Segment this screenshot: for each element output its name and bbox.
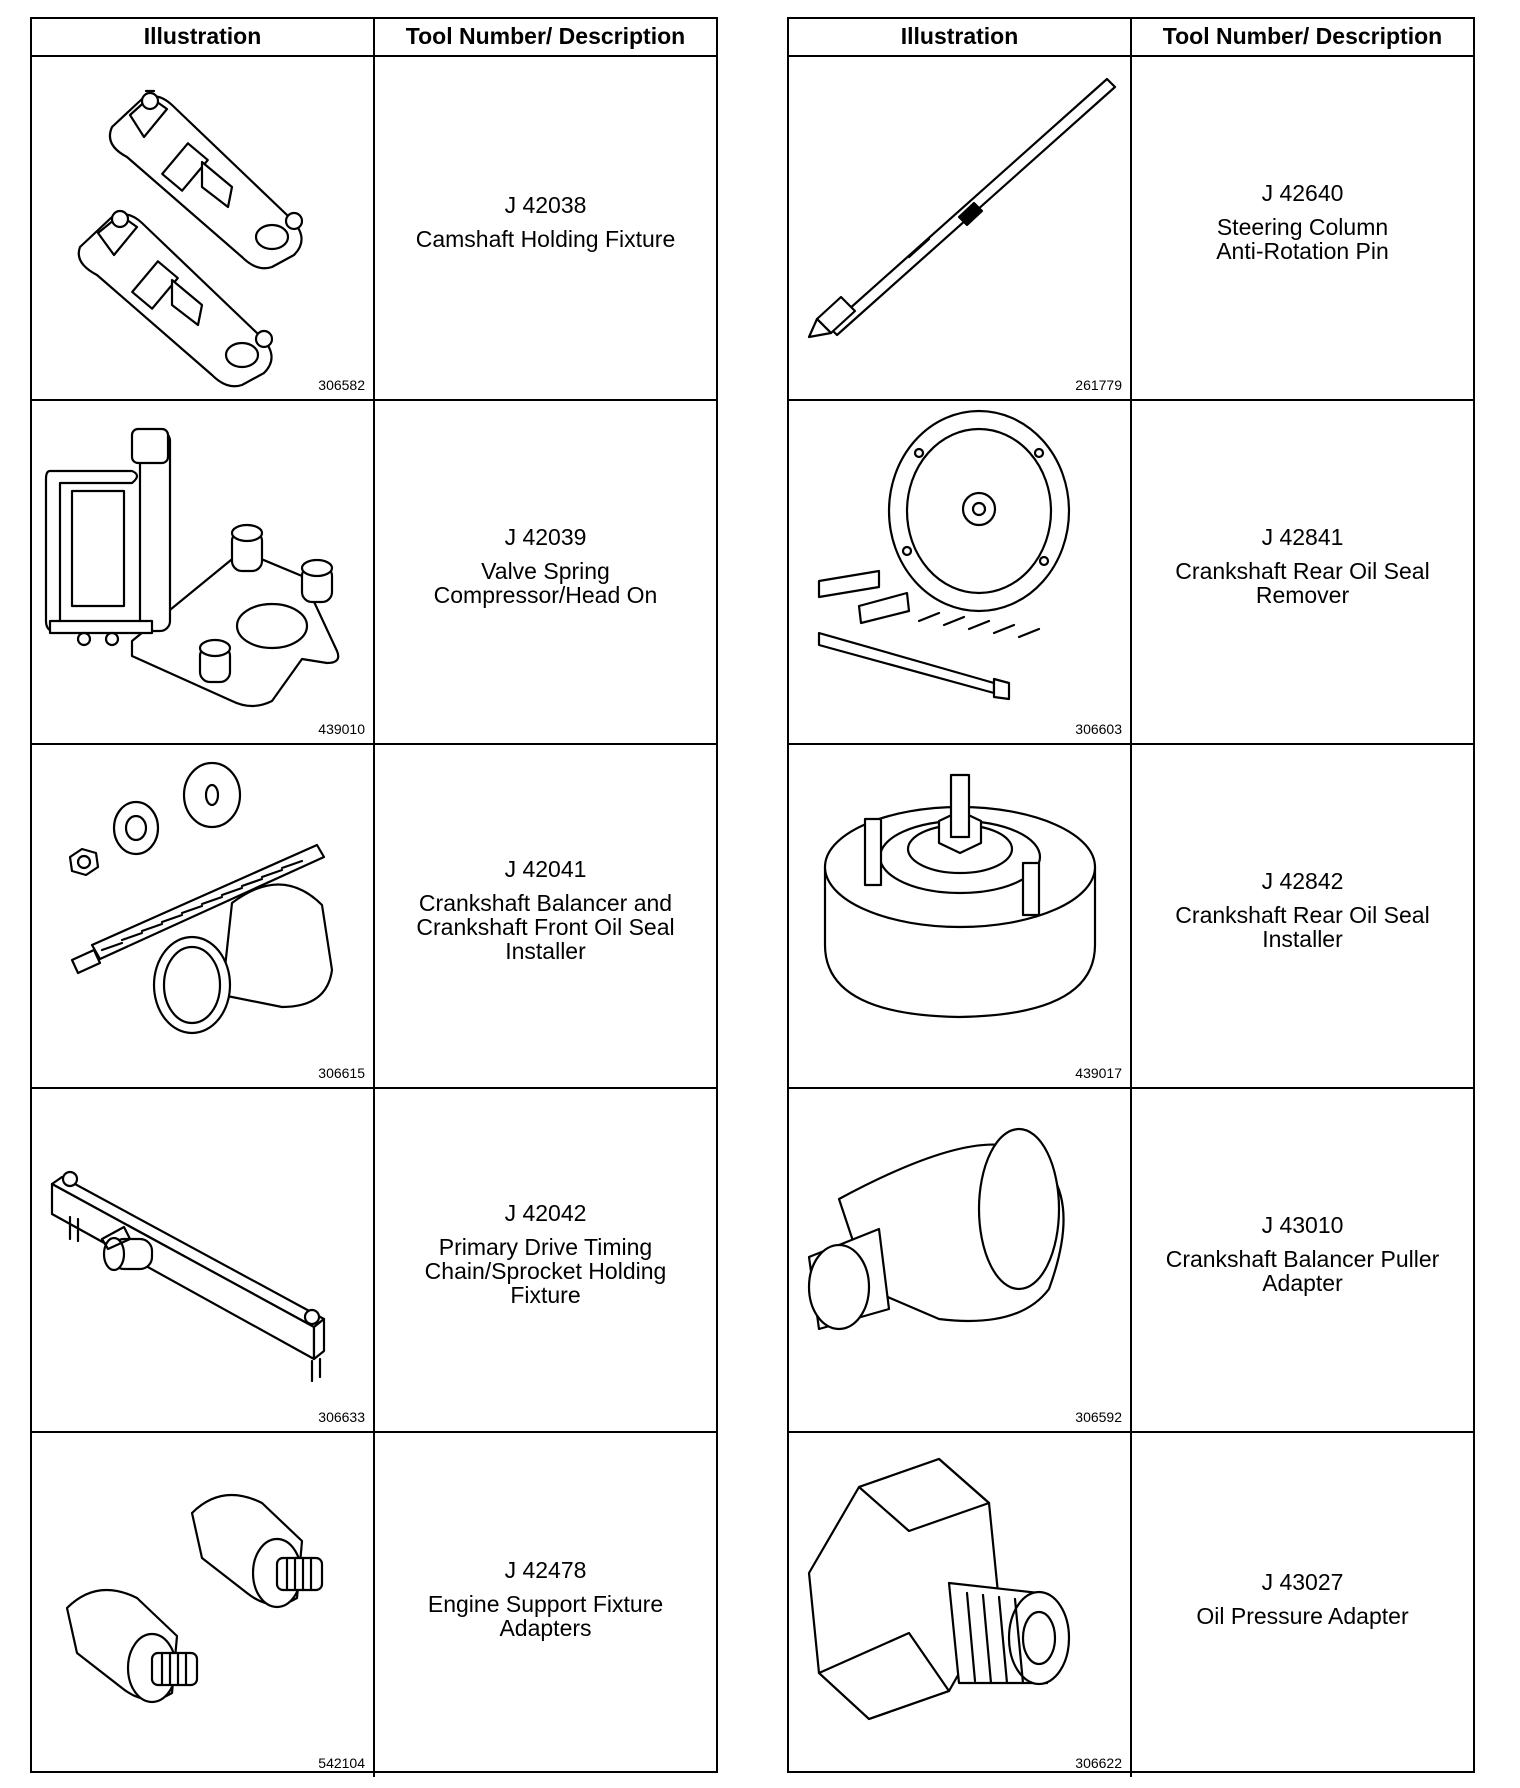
tool-number: J 42841	[1261, 523, 1344, 550]
tool-description: Crankshaft Balancer and Crankshaft Front Oil Seal Installer	[416, 889, 675, 964]
illustration-cell	[32, 745, 375, 1087]
table-row	[789, 1089, 1473, 1433]
tool-number: J 42478	[504, 1556, 587, 1583]
figure-number: 261779	[1075, 377, 1122, 393]
illustration-cell	[789, 745, 1132, 1087]
tool-number: J 42042	[504, 1199, 587, 1226]
tool-description: Steering Column Anti-Rotation Pin	[1216, 213, 1389, 264]
tool-number: J 43027	[1261, 1568, 1344, 1595]
tool-description-cell	[1132, 1433, 1473, 1777]
figure-number: 306582	[318, 377, 365, 393]
tool-description-cell	[375, 57, 716, 399]
figure-number: 306592	[1075, 1409, 1122, 1425]
illustration-cell	[32, 57, 375, 399]
support-fixture-adapters-icon	[32, 1433, 373, 1775]
anti-rotation-pin-icon	[789, 57, 1130, 399]
tool-number: J 42842	[1261, 867, 1344, 894]
illustration-cell	[32, 401, 375, 743]
table-row	[789, 1433, 1473, 1777]
balancer-installer-icon	[32, 745, 373, 1087]
tool-description-cell	[1132, 1089, 1473, 1431]
tool-description-cell	[1132, 401, 1473, 743]
table-row	[32, 401, 716, 745]
figure-number: 306622	[1075, 1755, 1122, 1771]
balancer-puller-adapter-icon	[789, 1089, 1130, 1431]
figure-number: 542104	[318, 1755, 365, 1771]
tool-description-cell	[375, 745, 716, 1087]
figure-number: 306615	[318, 1065, 365, 1081]
header-illustration: Illustration	[789, 19, 1132, 55]
tool-description-cell	[375, 401, 716, 743]
table-row	[789, 745, 1473, 1089]
header-illustration: Illustration	[32, 19, 375, 55]
tool-table-right	[787, 17, 1475, 1773]
tool-description: Engine Support Fixture Adapters	[427, 1590, 664, 1641]
tool-description: Crankshaft Rear Oil Seal Remover	[1175, 557, 1430, 608]
tool-description: Crankshaft Balancer Puller Adapter	[1165, 1245, 1440, 1296]
illustration-cell	[789, 57, 1132, 399]
tool-description: Oil Pressure Adapter	[1196, 1602, 1409, 1629]
camshaft-holding-fixture-icon	[32, 57, 373, 399]
table-row	[32, 1433, 716, 1777]
tool-description-cell	[1132, 745, 1473, 1087]
illustration-cell	[32, 1433, 375, 1777]
rear-seal-remover-icon	[789, 401, 1130, 743]
tool-description: Crankshaft Rear Oil Seal Installer	[1175, 901, 1430, 952]
header-tool-description: Tool Number/ Description	[405, 23, 686, 49]
table-row	[789, 57, 1473, 401]
table-row	[32, 57, 716, 401]
tool-number: J 43010	[1261, 1211, 1344, 1238]
illustration-cell	[789, 1433, 1132, 1777]
illustration-cell	[789, 1089, 1132, 1431]
sprocket-holding-fixture-icon	[32, 1089, 373, 1431]
tool-table-left	[30, 17, 718, 1773]
illustration-cell	[789, 401, 1132, 743]
tool-number: J 42041	[504, 855, 587, 882]
table-row	[32, 1089, 716, 1433]
figure-number: 439010	[318, 721, 365, 737]
table-header	[789, 19, 1473, 57]
tool-number: J 42038	[504, 191, 587, 218]
figure-number: 306633	[318, 1409, 365, 1425]
valve-spring-compressor-icon	[32, 401, 373, 743]
tool-description: Camshaft Holding Fixture	[415, 225, 676, 252]
table-row	[789, 401, 1473, 745]
tool-description-cell	[375, 1089, 716, 1431]
figure-number: 306603	[1075, 721, 1122, 737]
tool-description: Primary Drive Timing Chain/Sprocket Holding Fixture	[424, 1233, 667, 1308]
tool-description: Valve Spring Compressor/Head On	[433, 557, 658, 608]
tool-description-cell	[375, 1433, 716, 1777]
rear-seal-installer-icon	[789, 745, 1130, 1087]
tool-number: J 42640	[1261, 179, 1344, 206]
illustration-cell	[32, 1089, 375, 1431]
tool-number: J 42039	[504, 523, 587, 550]
tool-description-cell	[1132, 57, 1473, 399]
oil-pressure-adapter-icon	[789, 1433, 1130, 1775]
header-tool-description: Tool Number/ Description	[1162, 23, 1443, 49]
figure-number: 439017	[1075, 1065, 1122, 1081]
table-header	[32, 19, 716, 57]
table-row	[32, 745, 716, 1089]
